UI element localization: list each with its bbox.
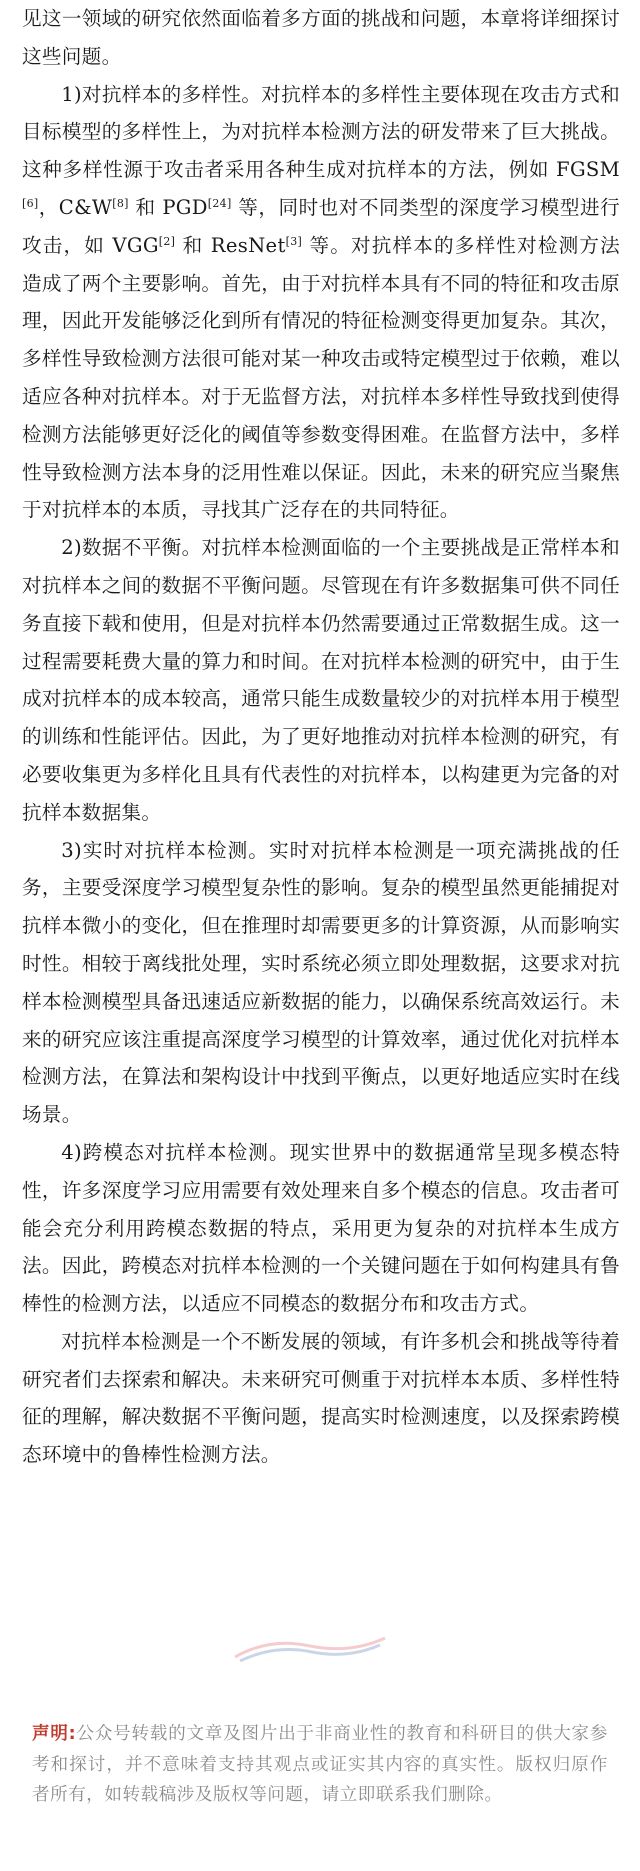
text-segment: 和 PGD — [128, 195, 208, 219]
citation-ref[interactable]: [2] — [158, 234, 176, 248]
article-body — [22, 0, 620, 1474]
disclaimer — [32, 1719, 608, 1811]
challenge-imbalance-paragraph: 2)数据不平衡。对抗样本检测面临的一个主要挑战是正常样本和对抗样本之间的数据不平衡问题。尽管现在有许多数据集可供不同任务直接下载和使用，但是对抗样本仍然需要通过正常数据生成。这一过程需要耗费大量的算力和时间。在对抗样本检测的研究中，由于生成对抗样本的成本较高，通常只能生成数量较少的对抗样本用于模型的训练和性能评估。因此，为了更好地推动对抗样本检测的研究，有必要收集更为多样化且具有代表性的对抗样本，以构建更为完备的对抗样本数据集。 — [22, 536, 620, 824]
text-segment: ，C&W — [38, 195, 113, 219]
citation-ref[interactable]: [24] — [207, 196, 232, 210]
disclaimer-label: 声明: — [32, 1724, 77, 1744]
disclaimer-text: 公众号转载的文章及图片出于非商业性的教育和科研目的供大家参考和探讨，并不意味着支持其观点或证实其内容的真实性。版权归原作者所有，如转载稿涉及版权等问题，请立即联系我们删除。 — [32, 1724, 608, 1805]
watermark-logo-icon — [230, 1632, 390, 1662]
challenge-diversity-paragraph — [22, 76, 620, 530]
text-segment: 等。对抗样本的多样性对检测方法造成了两个主要影响。首先，由于对抗样本具有不同的特征和攻击原理，因此开发能够泛化到所有情况的特征检测变得更加复杂。其次，多样性导致检测方法很可能对某一种攻击或特定模型过于依赖，难以适应各种对抗样本。对于无监督方法，对抗样本多样性导致找到使得检测方法能够更好泛化的阈值等参数变得困难。在监督方法中，多样性导致检测方法本身的泛用性难以保证。因此，未来的研究应当聚焦于对抗样本的本质，寻找其广泛存在的共同特征。 — [22, 233, 620, 522]
text-segment: 1)对抗样本的多样性。对抗样本的多样性主要体现在攻击方式和目标模型的多样性上，为对抗样本检测方法的研发带来了巨大挑战。这种多样性源于攻击者采用各种生成对抗样本的方法，例如 FGSM — [22, 82, 620, 182]
citation-ref[interactable]: [6] — [22, 196, 39, 210]
challenge-crossmodal-paragraph: 4)跨模态对抗样本检测。现实世界中的数据通常呈现多模态特性，许多深度学习应用需要有效处理来自多个模态的信息。攻击者可能会充分利用跨模态数据的特点，采用更为复杂的对抗样本生成方法。因此，跨模态对抗样本检测的一个关键问题在于如何构建具有鲁棒性的检测方法，以适应不同模态的数据分布和攻击方式。 — [22, 1140, 620, 1316]
challenge-realtime-paragraph: 3)实时对抗样本检测。实时对抗样本检测是一项充满挑战的任务，主要受深度学习模型复杂性的影响。复杂的模型虽然更能捕捉对抗样本微小的变化，但在推理时却需要更多的计算资源，从而影响实时性。相较于离线批处理，实时系统必须立即处理数据，这要求对抗样本检测模型具备迅速适应新数据的能力，以确保系统高效运行。未来的研究应该注重提高深度学习模型的计算效率，通过优化对抗样本检测方法，在算法和架构设计中找到平衡点，以更好地适应实时在线场景。 — [22, 838, 620, 1127]
text-segment: 和 ResNet — [175, 233, 286, 257]
citation-ref[interactable]: [3] — [285, 234, 303, 248]
text-segment: 等，同时也对不同类型的深度学习模型进行攻击，如 VGG — [22, 195, 620, 257]
conclusion-paragraph: 对抗样本检测是一个不断发展的领域，有许多机会和挑战等待着研究者们去探索和解决。未来研究可侧重于对抗样本本质、多样性特征的理解，解决数据不平衡问题，提高实时检测速度，以及探索跨模态环境中的鲁棒性检测方法。 — [22, 1329, 620, 1467]
citation-ref[interactable]: [8] — [112, 196, 129, 210]
intro-paragraph: 见这一领域的研究依然面临着多方面的挑战和问题，本章将详细探讨这些问题。 — [22, 7, 620, 68]
